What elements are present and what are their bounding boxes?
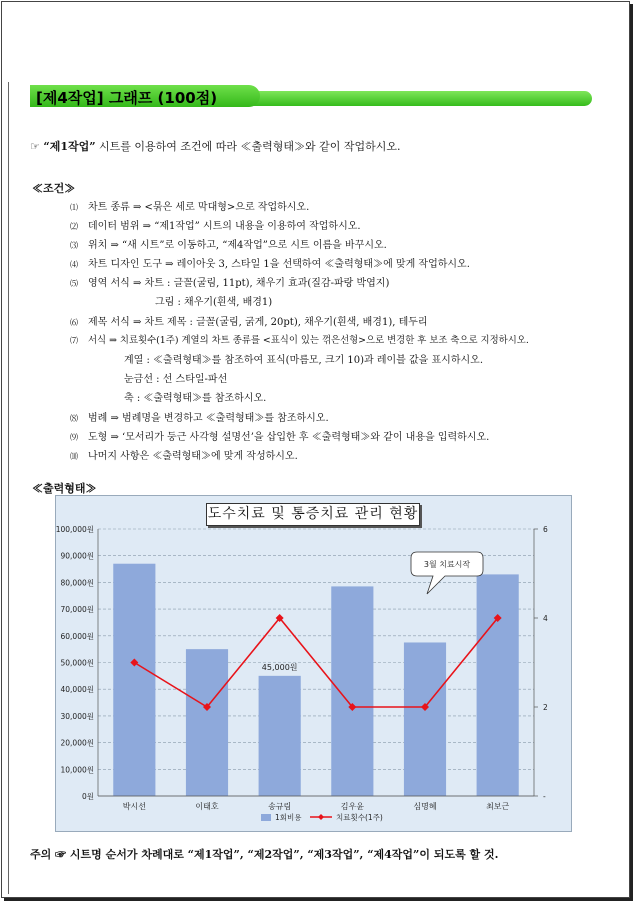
bar xyxy=(113,564,155,796)
condition-5-sub: 그림 : 채우기(흰색, 배경1) xyxy=(155,297,273,308)
heading-text: [제4작업] 그래프 (100점) xyxy=(36,89,218,107)
condition-8 xyxy=(70,409,329,424)
condition-9 xyxy=(70,428,489,443)
y-tick-label: 80,000원 xyxy=(60,578,94,588)
condition-number: ⑺ xyxy=(70,336,78,345)
condition-text: 도형 ⇒ ‘모서리가 둥근 사각형 설명선’을 삽입한 후 ≪출력형태≫와 같이 내용을 입력하시오. xyxy=(88,432,490,443)
bar xyxy=(404,642,446,796)
condition-6 xyxy=(70,313,428,328)
condition-4 xyxy=(70,255,470,270)
callout-text: 3월 치료시작 xyxy=(423,560,471,569)
x-tick-label: 심명혜 xyxy=(413,802,437,811)
y-tick-label: 100,000원 xyxy=(56,525,94,534)
legend-diamond-marker xyxy=(318,814,324,820)
y-tick-label: 30,000원 xyxy=(60,711,94,721)
legend-line-label: 치료횟수(1주) xyxy=(336,813,383,822)
y2-tick-label: - xyxy=(543,792,546,801)
conditions-title: ≪조건≫ xyxy=(32,182,76,195)
condition-7-axis: 축 : ≪출력형태≫를 참조하시오. xyxy=(124,393,267,404)
y2-tick-label: 4 xyxy=(543,614,548,623)
y2-tick-label: 6 xyxy=(543,525,548,534)
condition-1 xyxy=(70,198,309,213)
condition-number: ⑼ xyxy=(70,433,78,442)
y2-tick-label: 2 xyxy=(543,703,548,712)
chart-svg xyxy=(56,496,571,831)
condition-text: 제목 서식 ⇒ 차트 제목 : 글꼴(굴림, 굵게, 20pt), 채우기(흰색, 배경1), 테두리 xyxy=(88,317,428,328)
condition-number: ⑹ xyxy=(70,318,78,327)
y-tick-label: 40,000원 xyxy=(60,685,94,695)
chart-area xyxy=(55,495,572,832)
y-tick-label: 10,000원 xyxy=(60,765,94,775)
condition-2 xyxy=(70,217,361,232)
footer-note: 주의 ☞ 시트명 순서가 차례대로 “제1작업”, “제2작업”, “제3작업”, “제4작업”이 되도록 할 것. xyxy=(30,848,499,861)
x-tick-label: 이태호 xyxy=(195,802,219,811)
x-tick-label: 박시선 xyxy=(122,802,146,811)
y-tick-label: 90,000원 xyxy=(60,551,94,561)
heading-green-line xyxy=(220,91,592,106)
x-tick-label: 최보근 xyxy=(486,802,510,811)
legend-bar-swatch xyxy=(261,814,271,821)
condition-3 xyxy=(70,236,387,251)
y-tick-label: 50,000원 xyxy=(60,658,94,668)
legend xyxy=(261,812,383,822)
callout-bubble xyxy=(411,552,483,594)
condition-7-gridline: 눈금선 : 선 스타일-파선 xyxy=(124,374,228,385)
condition-text: 데이터 범위 ⇒ “제1작업” 시트의 내용을 이용하여 작업하시오. xyxy=(88,221,361,232)
condition-text: 차트 디자인 도구 ⇒ 레이아웃 3, 스타일 1을 선택하여 ≪출력형태≫에 맞게 작업하시오. xyxy=(88,259,470,270)
y-tick-label: 60,000원 xyxy=(60,631,94,641)
bar-data-label: 45,000원 xyxy=(261,662,298,672)
condition-text: 나머지 사항은 ≪출력형태≫에 맞게 작성하시오. xyxy=(88,451,298,462)
condition-number: ⑷ xyxy=(70,260,78,269)
condition-text: 위치 ⇒ “새 시트”로 이동하고, “제4작업”으로 시트 이름을 바꾸시오. xyxy=(88,240,387,251)
condition-7 xyxy=(70,332,529,346)
intro-text: 시트를 이용하여 조건에 따라 ≪출력형태≫와 같이 작업하시오. xyxy=(95,140,401,153)
left-margin-rule xyxy=(8,82,9,894)
condition-7-series: 계열 : ≪출력형태≫를 참조하여 표식(마름모, 크기 10)과 레이블 값을 표시하시오. xyxy=(124,355,484,366)
y-tick-label: 20,000원 xyxy=(60,738,94,748)
callout-shape xyxy=(411,552,483,594)
section-heading xyxy=(30,85,592,107)
condition-number: ⑴ xyxy=(70,203,78,212)
bar xyxy=(477,574,519,796)
bar xyxy=(259,676,301,796)
chart-title: 도수치료 및 통증치료 관리 현황 xyxy=(206,503,420,526)
condition-number: ⑵ xyxy=(70,222,78,231)
bar-series xyxy=(113,564,518,796)
x-tick-label: 송규림 xyxy=(268,802,292,811)
condition-text: 서식 ⇒ 치료횟수(1주) 계열의 차트 종류를 <표식이 있는 꺾은선형>으로 변경한 후 보조 축으로 지정하시오. xyxy=(88,335,529,346)
intro-sheet-name: “제1작업” xyxy=(43,140,96,153)
intro-line xyxy=(30,138,401,154)
condition-number: ⑻ xyxy=(70,414,78,423)
x-tick-label: 김우윤 xyxy=(340,802,364,811)
bar xyxy=(186,649,228,796)
legend-bar-label: 1회비용 xyxy=(275,813,302,822)
output-title: ≪출력형태≫ xyxy=(32,482,97,495)
pointing-hand-icon: ☞ xyxy=(30,140,40,153)
condition-text: 범례 ⇒ 범례명을 변경하고 ≪출력형태≫를 참조하시오. xyxy=(88,413,329,424)
condition-number: ⑶ xyxy=(70,241,78,250)
condition-5 xyxy=(70,274,389,289)
y-tick-label: 0원 xyxy=(81,792,94,801)
condition-number: ⑽ xyxy=(70,452,78,461)
condition-10 xyxy=(70,447,298,462)
condition-text: 영역 서식 ⇒ 차트 : 글꼴(굴림, 11pt), 채우기 효과(질감-파랑 박엽지) xyxy=(88,278,390,289)
condition-text: 차트 종류 ⇒ <묶은 세로 막대형>으로 작업하시오. xyxy=(88,202,310,213)
condition-number: ⑸ xyxy=(70,279,78,288)
bar xyxy=(331,586,373,796)
y-tick-label: 70,000원 xyxy=(60,605,94,615)
